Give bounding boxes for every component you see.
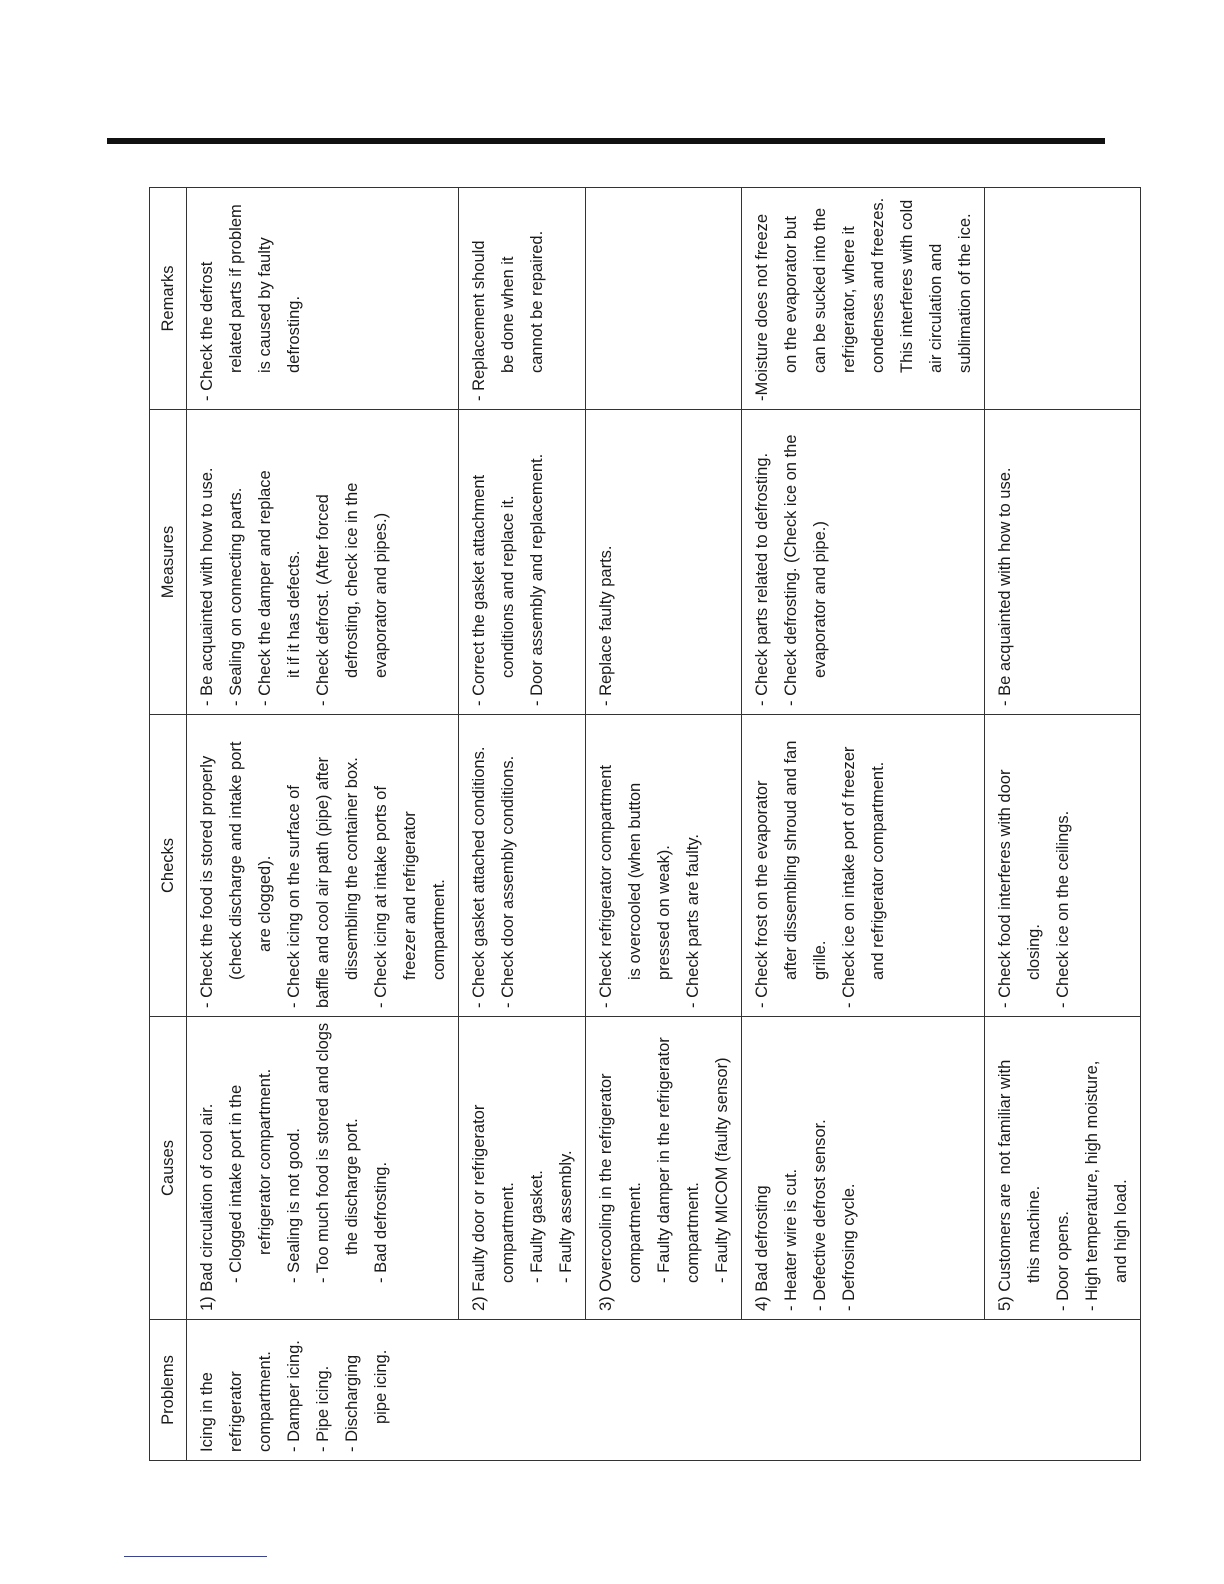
measure-line: - Sealing on connecting parts. (227, 487, 245, 706)
check-line: after dissembling shroud and fan (782, 740, 800, 980)
troubleshooting-table-frame (149, 188, 1130, 1461)
remark-line: can be sucked into the (811, 207, 829, 373)
check-line: is overcooled (when button (626, 782, 644, 980)
measure-line: - Be acquainted with how to use. (198, 467, 216, 706)
cause-line: 2) Faulty door or refrigerator (470, 1104, 488, 1311)
cause-line: - Heater wire is cut. (782, 1168, 800, 1311)
check-line: are clogged). (256, 855, 274, 952)
check-line: - Check ice on the ceilings. (1054, 810, 1072, 1008)
causes-cell (187, 1017, 459, 1320)
cause-line: compartment. (499, 1182, 517, 1283)
remark-line: condenses and freezes. (869, 197, 887, 373)
remark-line: refrigerator, where it (840, 226, 858, 373)
check-line: compartment. (430, 879, 448, 980)
cause-line: - High temperature, high moisture, (1083, 1060, 1101, 1311)
remark-line: This interferes with cold (898, 199, 916, 373)
check-line: - Check icing at intake ports of (372, 786, 390, 1008)
cause-line: - Bad defrosting. (372, 1161, 390, 1283)
check-line: - Check food interferes with door (996, 769, 1014, 1008)
header-remarks: Remarks (150, 188, 187, 410)
cause-line: - Defective defrost sensor. (811, 1119, 829, 1311)
cause-line: - Faulty assembly. (557, 1150, 575, 1283)
causes-cell (586, 1017, 742, 1320)
check-line: - Check refrigerator compartment (597, 765, 615, 1008)
problem-cell (187, 1320, 1141, 1461)
measure-line: - Check defrost. (After forced (314, 494, 332, 706)
cause-line: 4) Bad defrosting (753, 1185, 771, 1311)
remark-line: is caused by faulty (256, 237, 274, 373)
check-line: - Check parts are faulty. (684, 834, 702, 1008)
table-row (187, 188, 459, 1461)
check-line: - Check door assembly conditions. (499, 755, 517, 1008)
remark-line: sublimation of the ice. (956, 213, 974, 373)
measures-cell (985, 410, 1141, 715)
remark-line: air circulation and (927, 243, 945, 373)
remark-line: on the evaporator but (782, 216, 800, 373)
remark-line: cannot be repaired. (528, 230, 546, 373)
cause-line: compartment. (684, 1182, 702, 1283)
cause-line: - Defrosing cycle. (840, 1183, 858, 1311)
check-line: - Check gasket attached conditions. (470, 746, 488, 1008)
check-line: dissembling the container box. (343, 757, 361, 980)
measure-line: - Door assembly and replacement. (528, 453, 546, 706)
header-checks: Checks (150, 715, 187, 1017)
measure-line: it if it has defects. (285, 550, 303, 678)
cause-line: - Faulty gasket. (528, 1170, 546, 1283)
checks-cell (742, 715, 985, 1017)
measure-line: conditions and replace it. (499, 495, 517, 678)
cause-line: refrigerator compartment. (256, 1068, 274, 1255)
remark-line: - Check the defrost (198, 261, 216, 401)
cause-line: 5) Customers are not familiar with (996, 1059, 1014, 1311)
footer-link-rule (124, 1556, 267, 1557)
header-measures: Measures (150, 410, 187, 715)
checks-cell (586, 715, 742, 1017)
header-rule (107, 138, 1105, 144)
cause-line: - Door opens. (1054, 1211, 1072, 1311)
checks-cell (985, 715, 1141, 1017)
cause-line: - Faulty damper in the refrigerator (655, 1037, 673, 1283)
check-line: - Check frost on the evaporator (753, 780, 771, 1008)
cause-line: compartment. (626, 1182, 644, 1283)
table-header-row (150, 188, 187, 1461)
cause-line: the discharge port. (343, 1118, 361, 1255)
measure-line: - Check the damper and replace (256, 470, 274, 706)
measures-cell (187, 410, 459, 715)
remark-line: related parts if problem (227, 204, 245, 373)
troubleshooting-table (149, 187, 1141, 1461)
cause-line: 1) Bad circulation of cool air. (198, 1103, 216, 1311)
table-row (985, 188, 1141, 1461)
header-problems: Problems (150, 1320, 187, 1461)
header-causes: Causes (150, 1017, 187, 1320)
check-line: - Check the food is stored properly (198, 755, 216, 1008)
measures-cell (742, 410, 985, 715)
remarks-cell (187, 188, 459, 410)
checks-cell (187, 715, 459, 1017)
causes-cell (742, 1017, 985, 1320)
measure-line: evaporator and pipes.) (372, 512, 390, 678)
problem-line: - Discharging (343, 1354, 361, 1452)
rotated-table-wrapper (149, 188, 1130, 1461)
measure-line: - Check parts related to defrosting. (753, 452, 771, 706)
problem-line: Icing in the (198, 1372, 216, 1452)
remark-line: defrosting. (285, 295, 303, 373)
remark-line: -Moisture does not freeze (753, 213, 771, 401)
problem-line: compartment. (256, 1351, 274, 1452)
measures-cell (459, 410, 586, 715)
problem-line: - Damper icing. (285, 1340, 303, 1452)
measure-line: - Check defrosting. (Check ice on the (782, 434, 800, 706)
check-line: and refrigerator compartment. (869, 761, 887, 980)
checks-cell (459, 715, 586, 1017)
problem-line: refrigerator (227, 1371, 245, 1452)
check-line: - Check ice on intake port of freezer (840, 746, 858, 1008)
check-line: grille. (811, 940, 829, 980)
check-line: freezer and refrigerator (401, 811, 419, 980)
measure-line: - Be acquainted with how to use. (996, 467, 1014, 706)
remarks-cell (985, 188, 1141, 410)
cause-line: 3) Overcooling in the refrigerator (597, 1073, 615, 1311)
check-line: closing. (1025, 924, 1043, 980)
measures-cell (586, 410, 742, 715)
cause-line: and high load. (1112, 1179, 1130, 1283)
check-line: pressed on weak). (655, 845, 673, 980)
table-row (459, 188, 586, 1461)
causes-cell (459, 1017, 586, 1320)
measure-line: defrosting, check ice in the (343, 482, 361, 678)
check-line: (check discharge and intake port (227, 741, 245, 980)
cause-line: - Too much food is stored and clogs (314, 1022, 332, 1283)
measure-line: - Replace faulty parts. (597, 545, 615, 706)
table-row (586, 188, 742, 1461)
remarks-cell (586, 188, 742, 410)
problem-line: pipe icing. (372, 1349, 390, 1424)
table-row (742, 188, 985, 1461)
cause-line: - Sealing is not good. (285, 1127, 303, 1283)
cause-line: - Faulty MICOM (faulty sensor) (713, 1057, 731, 1283)
remark-line: - Replacement should (470, 240, 488, 401)
check-line: - Check icing on the surface of (285, 785, 303, 1008)
causes-cell (985, 1017, 1141, 1320)
problem-line: - Pipe icing. (314, 1365, 332, 1452)
cause-line: this machine. (1025, 1185, 1043, 1283)
remark-line: be done when it (499, 256, 517, 373)
remarks-cell (742, 188, 985, 410)
remarks-cell (459, 188, 586, 410)
measure-line: evaporator and pipe.) (811, 521, 829, 678)
cause-line: - Clogged intake port in the (227, 1084, 245, 1283)
check-line: baffle and cool air path (pipe) after (314, 756, 332, 1008)
measure-line: - Correct the gasket attachment (470, 474, 488, 706)
